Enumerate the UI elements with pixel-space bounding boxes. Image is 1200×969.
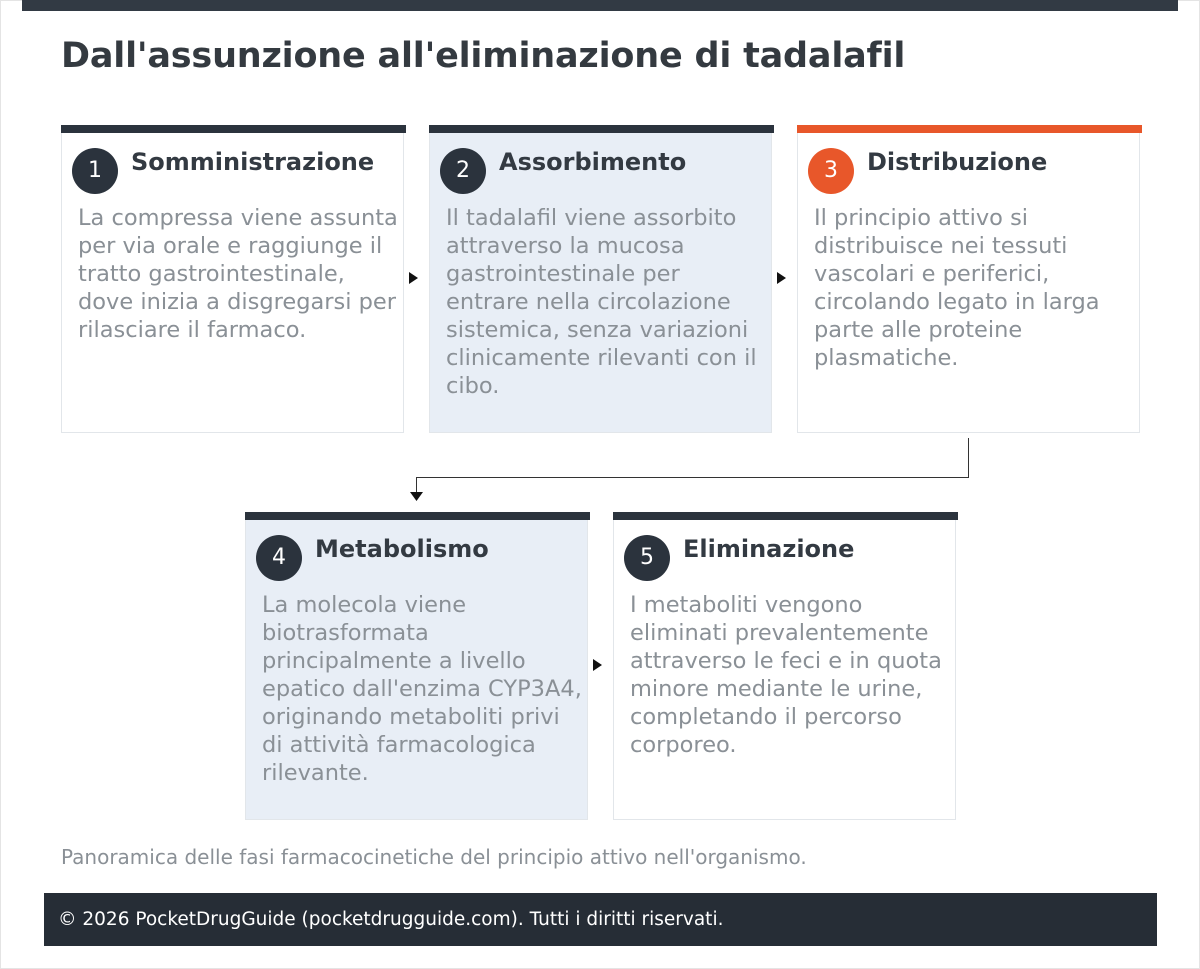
footer-bar [44,893,1157,946]
step-number-badge: 3 [808,148,854,194]
step-title: Assorbimento [499,148,687,176]
step-description: La compressa viene assunta per via orale e raggiunge il tratto gastrointestinale, dove inizia a disgregarsi per rilasciare il farmaco. [78,205,398,343]
step-description: Il tadalafil viene assorbito attraverso la mucosa gastrointestinale per entrare nella circolazione sistemica, senza variazioni clinicamente rilevanti con il cibo. [446,205,757,399]
step-number-badge: 1 [72,148,118,194]
step-description: I metaboliti vengono eliminati prevalentemente attraverso le feci e in quota minore mediante le urine, completando il percorso corporeo. [630,592,942,758]
step-description: Il principio attivo si distribuisce nei tessuti vascolari e periferici, circolando legato in larga parte alle proteine plasmatiche. [814,205,1100,371]
step-title: Metabolismo [315,535,489,563]
step-title: Eliminazione [683,535,855,563]
page-title: Dall'assunzione all'eliminazione di tadalafil [61,36,906,76]
copyright-text: © 2026 PocketDrugGuide (pocketdrugguide.com). Tutti i diritti riservati. [58,909,724,930]
step-title: Somministrazione [131,148,375,176]
step-number-badge: 4 [256,535,302,581]
step-number-badge: 2 [440,148,486,194]
figure-caption: Panoramica delle fasi farmacocinetiche del principio attivo nell'organismo. [61,845,807,869]
connector-line [417,438,969,492]
step-number-badge: 5 [624,535,670,581]
step-title: Distribuzione [867,148,1048,176]
step-description: La molecola viene biotrasformata principalmente a livello epatico dall'enzima CYP3A4, originando metaboliti privi di attività farmacologica rilevante. [262,592,582,786]
arrow-down-icon [410,492,423,501]
